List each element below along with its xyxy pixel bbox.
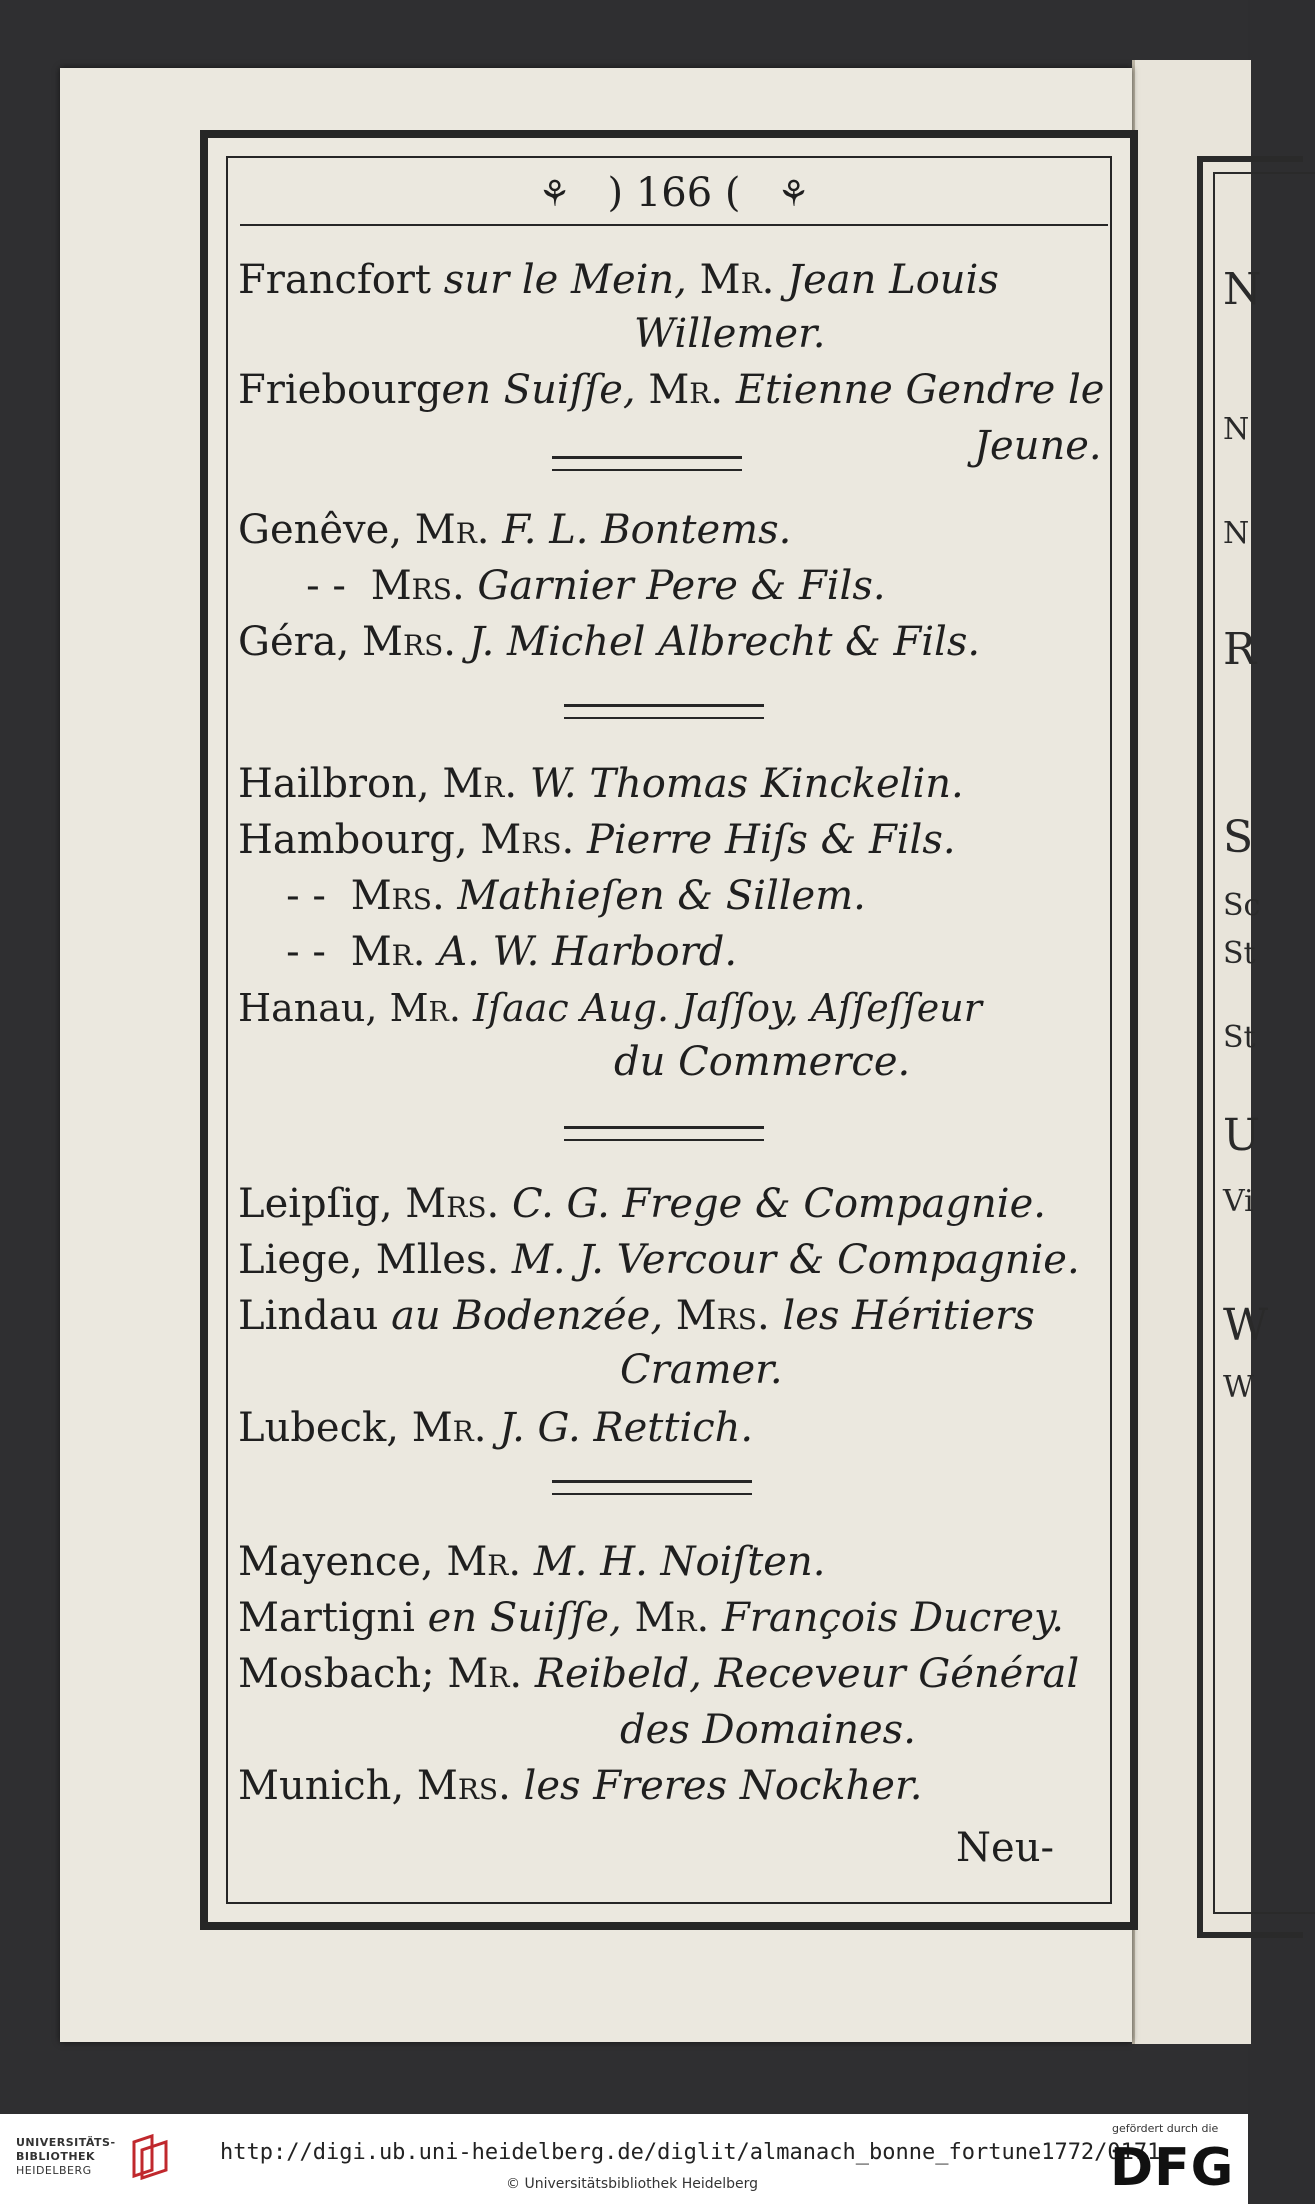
entry-continuation: Jeune.: [974, 423, 1102, 469]
section-separator: [552, 456, 742, 471]
section-separator: [564, 704, 764, 719]
entry-line: Francfort sur le Mein, Mr. Jean Louis: [238, 257, 999, 303]
facing-letter: N: [1223, 516, 1250, 551]
entry-line: Leipſig, Mrs. C. G. Frege & Compagnie.: [238, 1181, 1046, 1227]
library-logo-icon: [128, 2132, 172, 2182]
entry-line: Genêve, Mr. F. L. Bontems.: [238, 507, 792, 553]
facing-letter: S: [1223, 812, 1254, 863]
entry-line: Hambourg, Mrs. Pierre Hiſs & Fils.: [238, 817, 956, 863]
section-separator: [552, 1480, 752, 1495]
dfg-logo[interactable]: DFG: [1110, 2138, 1235, 2198]
facing-letter: R: [1223, 624, 1257, 675]
facing-letter: U: [1223, 1110, 1261, 1161]
entry-line: Liege, Mlles. M. J. Vercour & Compagnie.: [238, 1237, 1080, 1283]
entry-line: Munich, Mrs. les Freres Nockher.: [238, 1763, 923, 1809]
entry-continuation: Willemer.: [634, 311, 826, 357]
entry-continuation: des Domaines.: [620, 1707, 916, 1753]
entry-line: - - Mr. A. W. Harbord.: [286, 929, 738, 975]
facing-letter: St: [1223, 1020, 1256, 1055]
page-number: ) 166 (: [607, 170, 741, 216]
facing-letter: W: [1223, 1300, 1269, 1351]
entry-line: Géra, Mrs. J. Michel Albrecht & Fils.: [238, 619, 981, 665]
facing-letter: Sc: [1223, 888, 1261, 923]
entry-line: Mosbach; Mr. Reibeld, Receveur Général: [238, 1651, 1080, 1697]
facing-letter: W: [1223, 1370, 1254, 1405]
entry-line: Friebourgen Suiſſe, Mr. Etienne Gendre le: [238, 367, 1105, 413]
entry-continuation: du Commerce.: [614, 1039, 911, 1085]
copyright-notice: © Universitätsbibliothek Heidelberg: [506, 2176, 759, 2192]
library-name: UNIVERSITÄTS- BIBLIOTHEK HEIDELBERG: [16, 2136, 116, 2177]
entry-line: Hanau, Mr. Iſaac Aug. Jaſſoy, Aſſeſſeur: [238, 986, 982, 1030]
entry-line: - - Mrs. Mathieſen & Sillem.: [286, 873, 866, 919]
entry-line: Lindau au Bodenzée, Mrs. les Héritiers: [238, 1293, 1035, 1339]
catchword: Neu-: [956, 1825, 1054, 1871]
entry-line: Hailbron, Mr. W. Thomas Kinckelin.: [238, 761, 964, 807]
flower-ornament-icon: ⚘: [538, 174, 571, 215]
funder-label: gefördert durch die: [1112, 2122, 1219, 2135]
facing-letter: St: [1223, 936, 1256, 971]
running-header: [234, 168, 1114, 218]
flower-ornament-icon: ⚘: [777, 174, 810, 215]
entry-line: Mayence, Mr. M. H. Noiſten.: [238, 1539, 826, 1585]
entry-line: Martigni en Suiſſe, Mr. François Ducrey.: [238, 1595, 1065, 1641]
entry-continuation: Cramer.: [620, 1347, 783, 1393]
permalink-url[interactable]: http://digi.ub.uni-heidelberg.de/diglit/almanach_bonne_fortune1772/0171: [220, 2140, 1161, 2165]
facing-letter: N: [1223, 412, 1250, 447]
section-separator: [564, 1126, 764, 1141]
facing-letter: N: [1223, 264, 1262, 315]
viewer-footer: [0, 2114, 1248, 2204]
facing-page: [1132, 60, 1269, 2044]
entry-line: - - Mrs. Garnier Pere & Fils.: [306, 563, 886, 609]
entry-line: Lubeck, Mr. J. G. Rettich.: [238, 1405, 754, 1451]
facing-letter: Vi: [1223, 1184, 1254, 1219]
header-rule: [240, 224, 1108, 226]
